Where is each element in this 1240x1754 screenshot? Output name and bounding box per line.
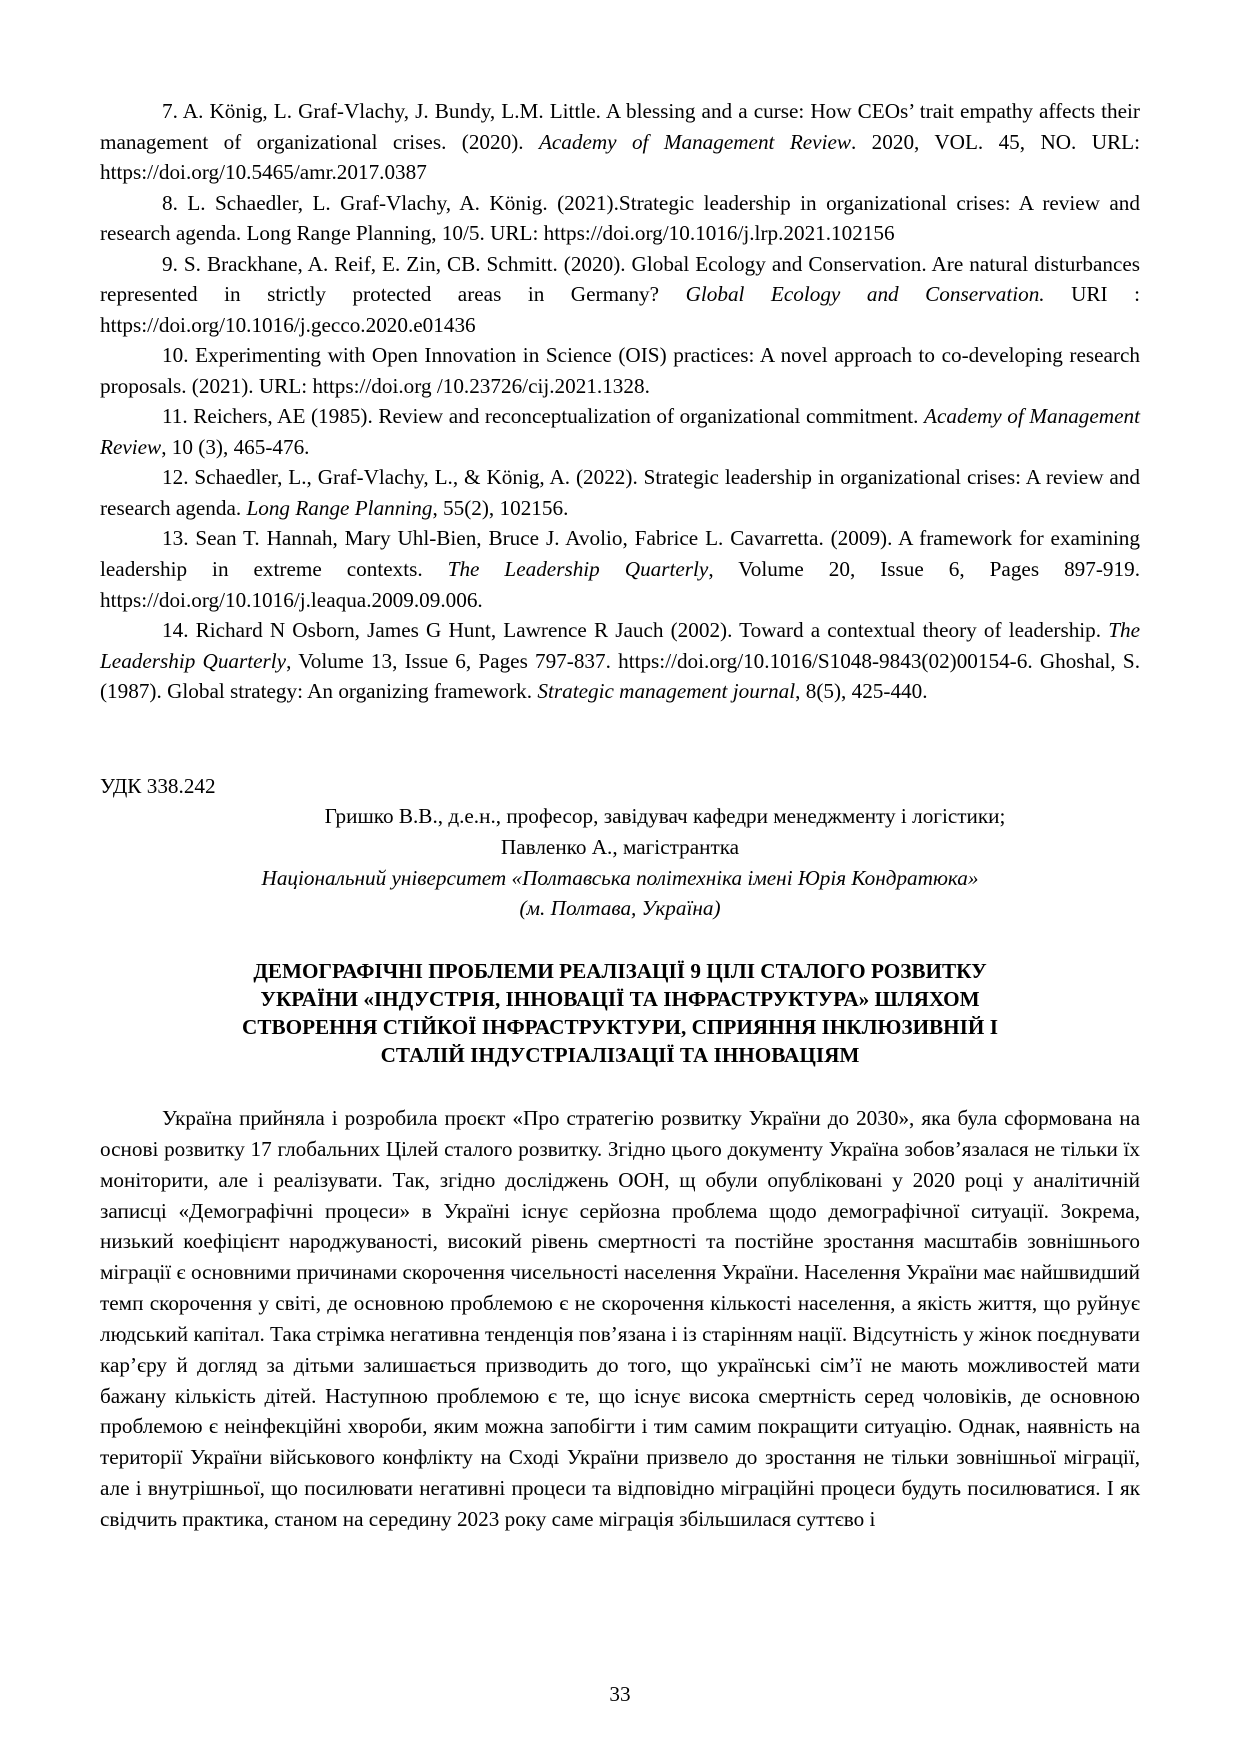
author-line-secondary: Павленко А., магістрантка	[500, 834, 740, 859]
reference-journal-italic: Academy of Management Review	[100, 404, 1140, 459]
reference-text-tail: . 2020, VOL. 45, NO. URL: https://doi.org/10.5465/amr.2017.0387	[100, 129, 1140, 185]
reference-text-tail: , 10 (3), 465-476.	[161, 434, 310, 459]
reference-item	[100, 340, 1140, 401]
author-line-primary: Гришко В.В., д.е.н., професор, завідувач кафедри менеджменту і логістики;	[324, 804, 1006, 829]
reference-text-plain: 9. S. Brackhane, A. Reif, E. Zin, CB. Schmitt. (2020). Global Ecology and Conservation. Are natural disturbances represented in strictly protected areas in Germany?	[100, 251, 1140, 307]
reference-item	[100, 401, 1140, 462]
title-line: ДЕМОГРАФІЧНІ ПРОБЛЕМИ РЕАЛІЗАЦІЇ 9 ЦІЛІ СТАЛОГО РОЗВИТКУ	[253, 959, 987, 984]
affiliation-location: (м. Полтава, Україна)	[519, 896, 721, 921]
reference-text-tail: , Volume 20, Issue 6, Pages 897-919. https://doi.org/10.1016/j.leaqua.2009.09.006.	[100, 556, 1140, 612]
title-line: СТВОРЕННЯ СТІЙКОЇ ІНФРАСТРУКТУРИ, СПРИЯННЯ ІНКЛЮЗИВНІЙ І	[242, 1015, 998, 1040]
section-spacer	[100, 707, 1140, 771]
reference-item	[100, 96, 1140, 188]
reference-journal-italic: The Leadership Quarterly	[447, 556, 709, 581]
udk-code: УДК 338.242	[100, 773, 216, 798]
reference-text-plain: 13. Sean T. Hannah, Mary Uhl-Bien, Bruce J. Avolio, Fabrice L. Cavarretta. (2009). A framework for examining leadership in extreme contexts.	[100, 526, 1140, 581]
reference-text-tail: , Volume 13, Issue 6, Pages 797-837. https://doi.org/10.1016/S1048-9843(02)00154-6. Ghoshal, S. (1987). Global strategy: An organizing framework.	[100, 648, 1140, 704]
reference-item	[100, 615, 1140, 707]
reference-item	[100, 462, 1140, 523]
page-number: 33	[609, 1682, 631, 1706]
reference-journal-italic: The Leadership Quarterly	[100, 618, 1140, 673]
reference-text-tail-2: , 8(5), 425-440.	[795, 679, 928, 704]
reference-item	[100, 523, 1140, 615]
reference-journal-italic: Long Range Planning	[246, 495, 433, 520]
title-line: УКРАЇНИ «ІНДУСТРІЯ, ІННОВАЦІЇ ТА ІНФРАСТРУКТУРА» ШЛЯХОМ	[260, 987, 980, 1012]
reference-text-plain: 14. Richard N Osborn, James G Hunt, Lawrence R Jauch (2002). Toward a contextual theory of leadership.	[162, 618, 1109, 643]
reference-journal-italic: Academy of Management Review	[538, 129, 851, 154]
reference-text-plain: 8. L. Schaedler, L. Graf-Vlachy, A. König. (2021).Strategic leadership in organizational crises: A review and research agenda. Long Range Planning, 10/5. URL: https://doi.org/10.1016/j.lrp.2021.102156	[100, 190, 1140, 246]
reference-text-plain: 10. Experimenting with Open Innovation in Science (OIS) practices: A novel approach to co-developing research proposals. (2021). URL: https://doi.org /10.23726/cij.2021.1328.	[100, 343, 1140, 398]
reference-text-tail: , 55(2), 102156.	[432, 495, 569, 520]
reference-item	[100, 188, 1140, 249]
article-title	[100, 958, 1140, 1070]
reference-text-tail: URI : https://doi.org/10.1016/j.gecco.2020.e01436	[100, 282, 1140, 337]
reference-journal-italic-2: Strategic management journal	[537, 679, 796, 704]
title-line: СТАЛІЙ ІНДУСТРІАЛІЗАЦІЇ ТА ІННОВАЦІЯМ	[380, 1043, 860, 1068]
references-list	[100, 96, 1140, 707]
article-body	[100, 1103, 1140, 1535]
reference-text-plain: 11. Reichers, AE (1985). Review and reconceptualization of organizational commitment.	[162, 404, 925, 429]
reference-item	[100, 249, 1140, 341]
body-paragraph: Україна прийняла і розробила проєкт «Про стратегію розвитку України до 2030», яка була сформована на основі розвитку 17 глобальних Цілей сталого розвитку. Згідно цього документу Україна зобов’язалася не тільки їх моніторити, але і реалізувати. Так, згідно досліджень ООН, щ обули опубліковані у 2020 році у аналітичній записці «Демографічні процеси» в Україні існує серйозна проблема щодо демографічної ситуації. Зокрема, низький коефіцієнт народжуваності, високий рівень смертності та постійне зростання масштабів зовнішнього міграції є основними причинами скорочення чисельності населення України. Населення України має найшвидший темп скорочення у світі, де основною проблемою є не скорочення кількості населення, а якість життя, що руйнує людський капітал. Така стрімка негативна тенденція пов’язана і із старінням нації. Відсутність у жінок поєднувати кар’єру й догляд за дітьми залишається призводить до того, що українські сім’ї не мають можливостей мати бажану кількість дітей. Наступною проблемою є те, що існує висока смертність серед чоловіків, де основною проблемою є неінфекційні хвороби, яким можна запобігти і тим самим покращити ситуацію. Однак, наявність на території України військового конфлікту на Сході України призвело до зростання не тільки зовнішньої міграції, але і внутрішньої, що посилювати негативні процеси та відповідно міграційні процеси будуть посилюватися. І як свідчить практика, станом на середину 2023 року саме міграція збільшилася суттєво і	[100, 1106, 1140, 1531]
affiliation-university: Національний університет «Полтавська політехніка імені Юрія Кондратюка»	[261, 865, 979, 890]
reference-text-plain: 7. A. König, L. Graf-Vlachy, J. Bundy, L.M. Little. A blessing and a curse: How CEOs’ trait empathy affects their management of organizational crises. (2020).	[100, 99, 1140, 154]
reference-journal-italic: Global Ecology and Conservation.	[685, 282, 1045, 307]
reference-text-plain: 12. Schaedler, L., Graf-Vlachy, L., & König, A. (2022). Strategic leadership in organizational crises: A review and research agenda.	[100, 465, 1140, 520]
